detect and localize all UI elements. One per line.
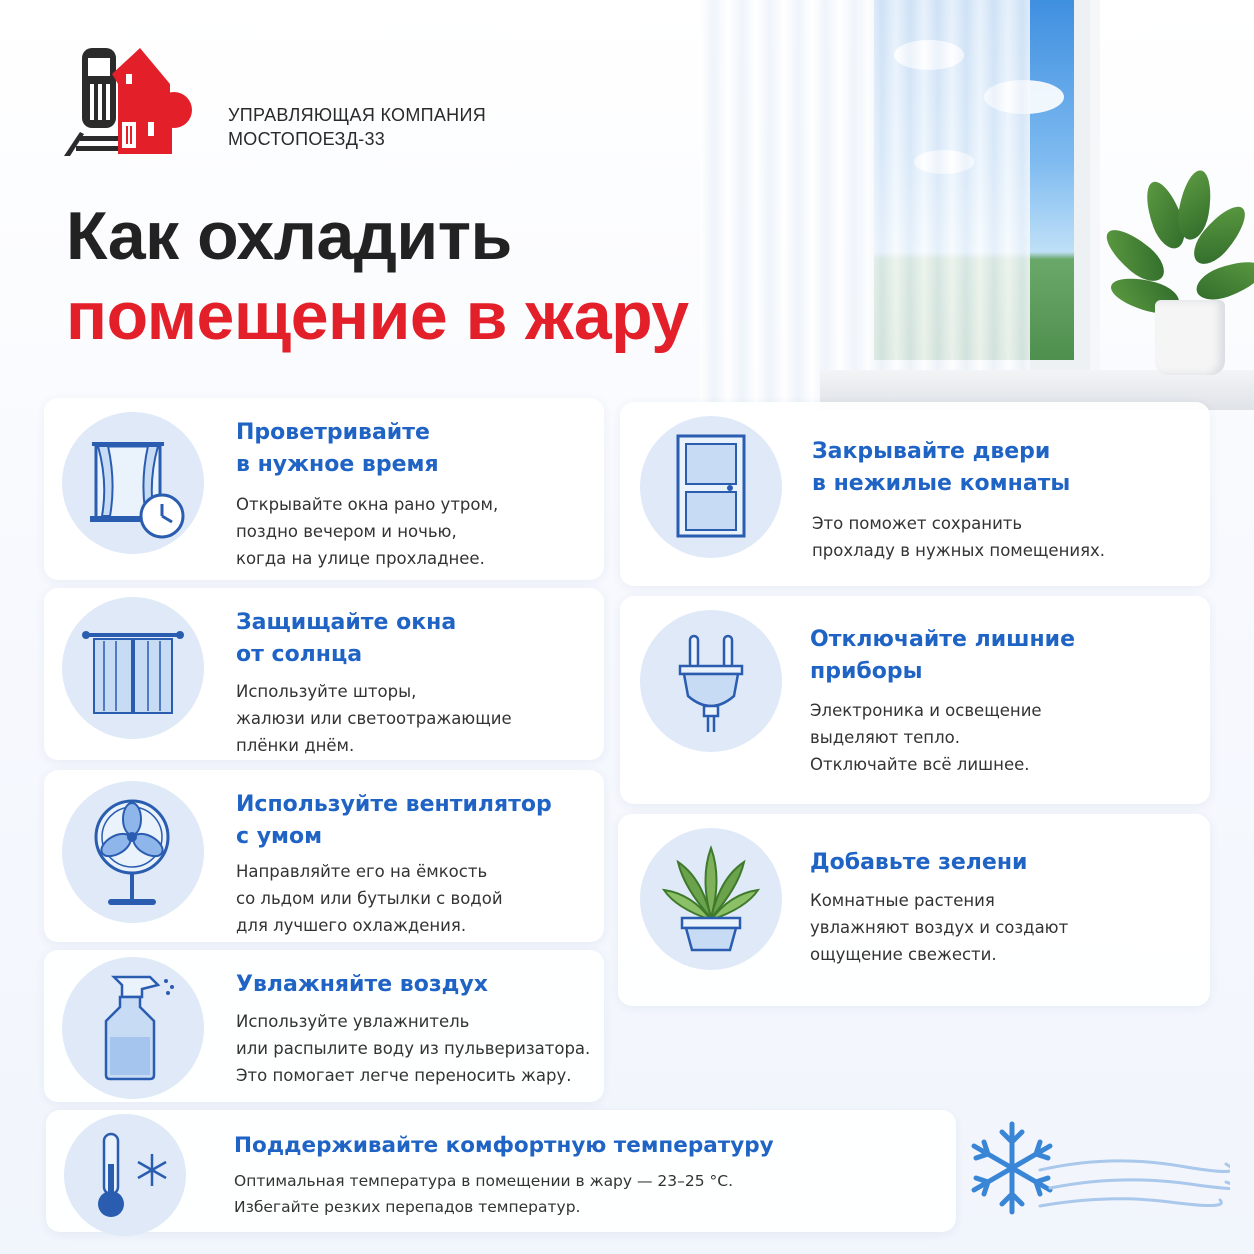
- text-line: для лучшего охлаждения.: [236, 916, 467, 935]
- wind-lines-icon: [1030, 1150, 1230, 1220]
- tip-text: [236, 491, 498, 572]
- text-line: прохладу в нужных помещениях.: [812, 541, 1106, 560]
- text-line: Закрывайте двери: [812, 439, 1051, 464]
- tip-text: [236, 1008, 590, 1089]
- company-name-line1: УПРАВЛЯЮЩАЯ КОМПАНИЯ: [228, 105, 487, 125]
- text-line: Направляйте его на ёмкость: [236, 862, 488, 881]
- text-line: ощущение свежести.: [810, 945, 997, 964]
- text-line: Это помогает легче переносить жару.: [236, 1066, 572, 1085]
- text-line: Электроника и освещение: [810, 701, 1042, 720]
- text-line: Используйте шторы,: [236, 682, 417, 701]
- tip-text: [810, 697, 1042, 778]
- text-line: от солнца: [236, 642, 363, 667]
- company-name-line2: МОСТОПОЕЗД-33: [228, 129, 386, 149]
- text-line: или распылите воду из пульверизатора.: [236, 1039, 591, 1058]
- text-line: когда на улице прохладнее.: [236, 549, 485, 568]
- text-line: Используйте увлажнитель: [236, 1012, 470, 1031]
- text-line: плёнки днём.: [236, 736, 355, 755]
- tip-text: [236, 678, 512, 759]
- tip-title: [234, 1130, 774, 1162]
- page-title: [66, 196, 689, 356]
- window-photo: [700, 0, 1254, 410]
- text-line: с умом: [236, 824, 323, 849]
- text-line: со льдом или бутылки с водой: [236, 889, 503, 908]
- door-icon: [640, 416, 782, 558]
- tip-title: [810, 624, 1075, 688]
- text-line: Комнатные растения: [810, 891, 995, 910]
- text-line: Защищайте окна: [236, 610, 457, 635]
- text-line: Открывайте окна рано утром,: [236, 495, 499, 514]
- text-line: Поддерживайте комфортную температуру: [234, 1133, 774, 1158]
- text-line: Используйте вентилятор: [236, 792, 552, 817]
- text-line: Отключайте лишние: [810, 627, 1076, 652]
- text-line: Оптимальная температура в помещении в жару — 23–25 °C.: [234, 1172, 734, 1190]
- tip-text: [812, 510, 1105, 564]
- text-line: в нежилые комнаты: [812, 471, 1071, 496]
- tip-title: [236, 789, 552, 853]
- tip-title: [236, 607, 456, 671]
- plug-icon: [640, 610, 782, 752]
- text-line: приборы: [810, 659, 923, 684]
- spray-bottle-icon: [62, 957, 204, 1099]
- text-line: поздно вечером и ночью,: [236, 522, 457, 541]
- text-line: Отключайте всё лишнее.: [810, 755, 1030, 774]
- tip-title: [810, 847, 1027, 879]
- tip-text: [234, 1168, 733, 1220]
- text-line: Увлажняйте воздух: [236, 972, 488, 997]
- fan-icon: [62, 781, 204, 923]
- title-line2: помещение в жару: [66, 278, 689, 354]
- title-line1: Как охладить: [66, 198, 512, 274]
- tip-text: [810, 887, 1068, 968]
- text-line: в нужное время: [236, 452, 439, 477]
- window-clock-icon: [62, 412, 204, 554]
- text-line: выделяют тепло.: [810, 728, 960, 747]
- company-name: [228, 103, 486, 151]
- tip-title: [236, 969, 488, 1001]
- plant-icon: [640, 828, 782, 970]
- text-line: жалюзи или светоотражающие: [236, 709, 512, 728]
- text-line: увлажняют воздух и создают: [810, 918, 1069, 937]
- text-line: Это поможет сохранить: [812, 514, 1023, 533]
- tip-text: [236, 858, 503, 939]
- text-line: Избегайте резких перепадов температур.: [234, 1198, 581, 1216]
- train-house-logo-icon: [62, 44, 192, 159]
- sheer-curtain: [700, 0, 1030, 410]
- text-line: Проветривайте: [236, 420, 430, 445]
- text-line: Добавьте зелени: [810, 850, 1028, 875]
- tip-title: [236, 417, 439, 481]
- thermometer-snowflake-icon: [64, 1114, 186, 1236]
- tip-title: [812, 436, 1070, 500]
- curtains-icon: [62, 597, 204, 739]
